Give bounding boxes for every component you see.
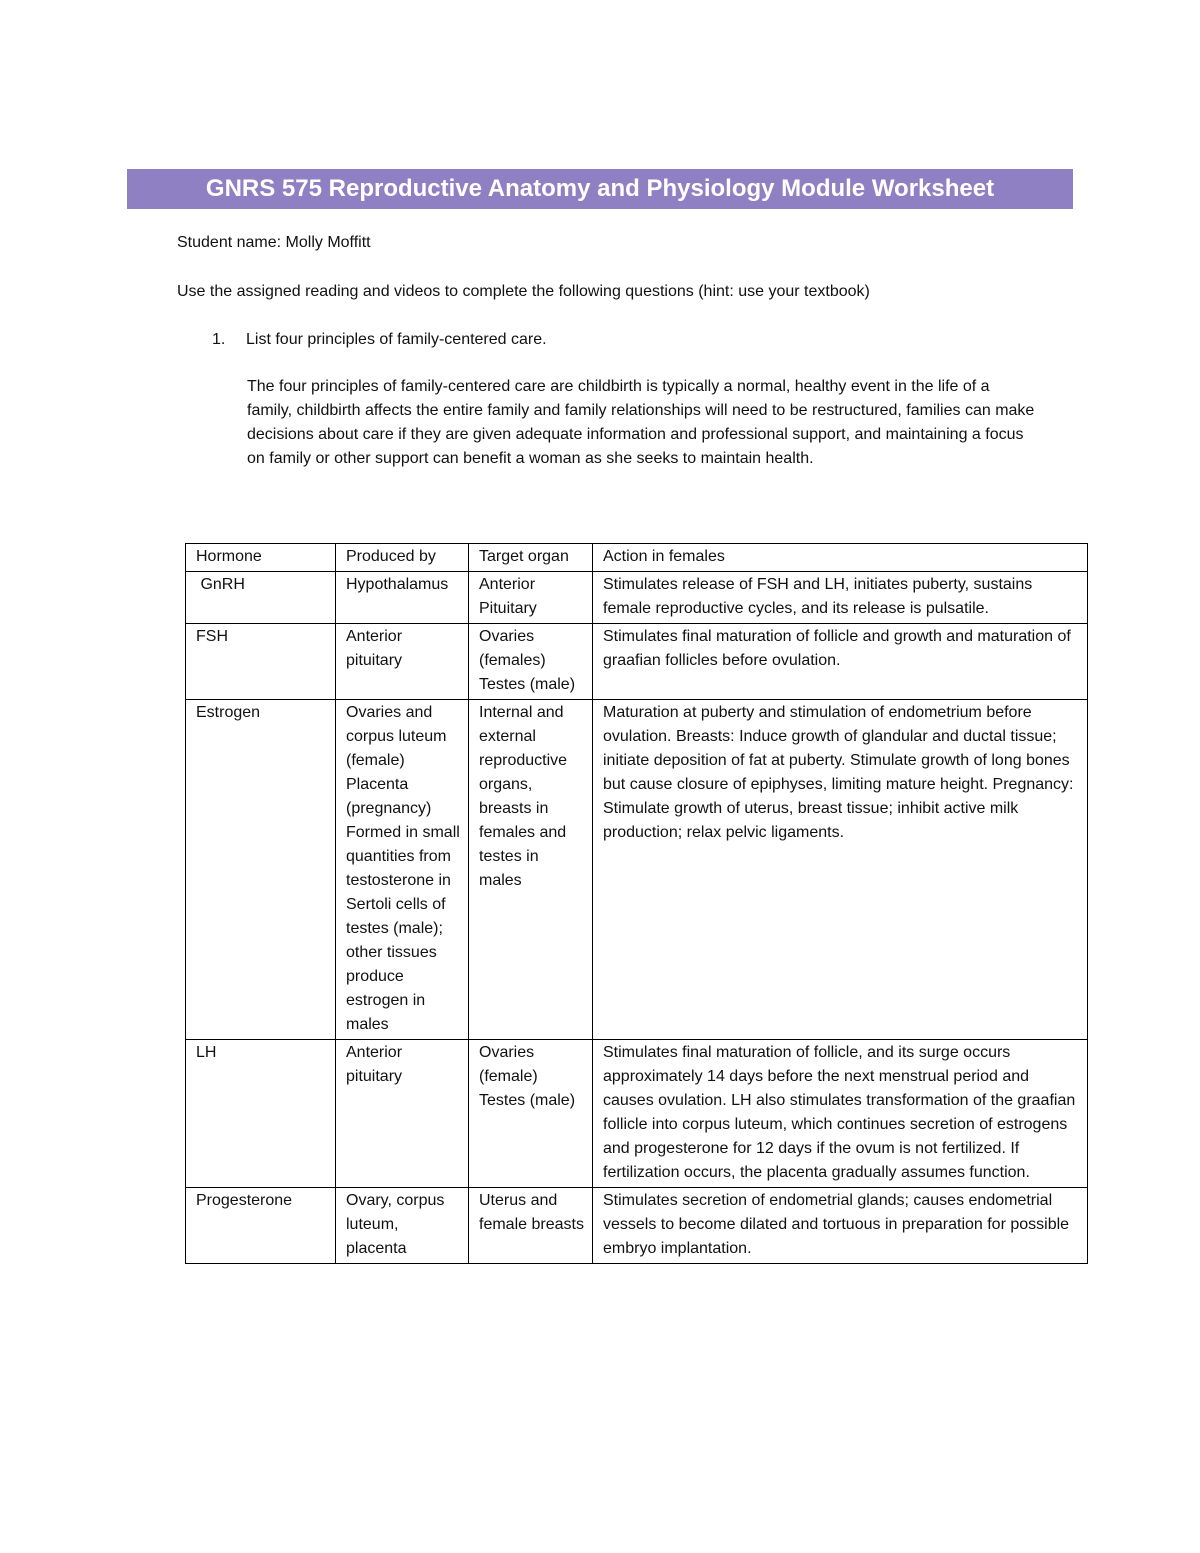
cell-produced-by: Ovaries and corpus luteum (female) Placenta (pregnancy) Formed in small quantities from testosterone in Sertoli cells of testes (male); other tissues produce estrogen in males [336,700,469,1040]
cell-target-organ: Internal and external reproductive organs, breasts in females and testes in males [469,700,593,1040]
table-row [186,700,1088,1040]
cell-hormone: GnRH [186,572,336,624]
cell-target-organ: Anterior Pituitary [469,572,593,624]
cell-hormone: Estrogen [186,700,336,1040]
table-row [186,572,1088,624]
cell-action: Stimulates final maturation of follicle, and its surge occurs approximately 14 days before the next menstrual period and causes ovulation. LH also stimulates transformation of the graafian follicle into corpus luteum, which continues secretion of estrogens and progesterone for 12 days if the ovum is not fertilized. If fertilization occurs, the placenta gradually assumes function. [593,1040,1088,1188]
question-1 [212,331,547,349]
cell-produced-by: Anterior pituitary [336,624,469,700]
cell-action: Stimulates release of FSH and LH, initiates puberty, sustains female reproductive cycles, and its release is pulsatile. [593,572,1088,624]
cell-hormone: Progesterone [186,1188,336,1264]
table-header-row [186,544,1088,572]
student-name-label: Student name: [177,234,282,251]
cell-produced-by: Hypothalamus [336,572,469,624]
student-name-value: Molly Moffitt [285,234,371,251]
header-target-organ: Target organ [469,544,593,572]
header-produced-by: Produced by [336,544,469,572]
cell-hormone: FSH [186,624,336,700]
hormone-table [185,543,1088,1264]
student-name-line [177,234,371,252]
cell-action: Stimulates final maturation of follicle and growth and maturation of graafian follicles before ovulation. [593,624,1088,700]
question-number: 1. [212,331,226,348]
header-hormone: Hormone [186,544,336,572]
cell-produced-by: Anterior pituitary [336,1040,469,1188]
question-text: List four principles of family-centered care. [246,331,547,348]
question-1-answer: The four principles of family-centered care are childbirth is typically a normal, healthy event in the life of a family, childbirth affects the entire family and family relationships will need to be restructured, families can make decisions about care if they are given adequate information and professional support, and maintaining a focus on family or other support can benefit a woman as she seeks to maintain health. [247,378,1035,467]
table-row [186,1188,1088,1264]
page-title: GNRS 575 Reproductive Anatomy and Physiology Module Worksheet [127,169,1073,209]
cell-target-organ: Uterus and female breasts [469,1188,593,1264]
cell-action: Stimulates secretion of endometrial glands; causes endometrial vessels to become dilated and tortuous in preparation for possible embryo implantation. [593,1188,1088,1264]
cell-action: Maturation at puberty and stimulation of endometrium before ovulation. Breasts: Induce growth of glandular and ductal tissue; initiate deposition of fat at puberty. Stimulate growth of long bones but cause closure of epiphyses, limiting mature height. Pregnancy: Stimulate growth of uterus, breast tissue; inhibit active milk production; relax pelvic ligaments. [593,700,1088,1040]
header-action: Action in females [593,544,1088,572]
cell-target-organ: Ovaries (female) Testes (male) [469,1040,593,1188]
instructions: Use the assigned reading and videos to complete the following questions (hint: use your textbook) [177,283,870,300]
cell-target-organ: Ovaries (females) Testes (male) [469,624,593,700]
cell-produced-by: Ovary, corpus luteum, placenta [336,1188,469,1264]
cell-hormone: LH [186,1040,336,1188]
table-row [186,624,1088,700]
table-row [186,1040,1088,1188]
